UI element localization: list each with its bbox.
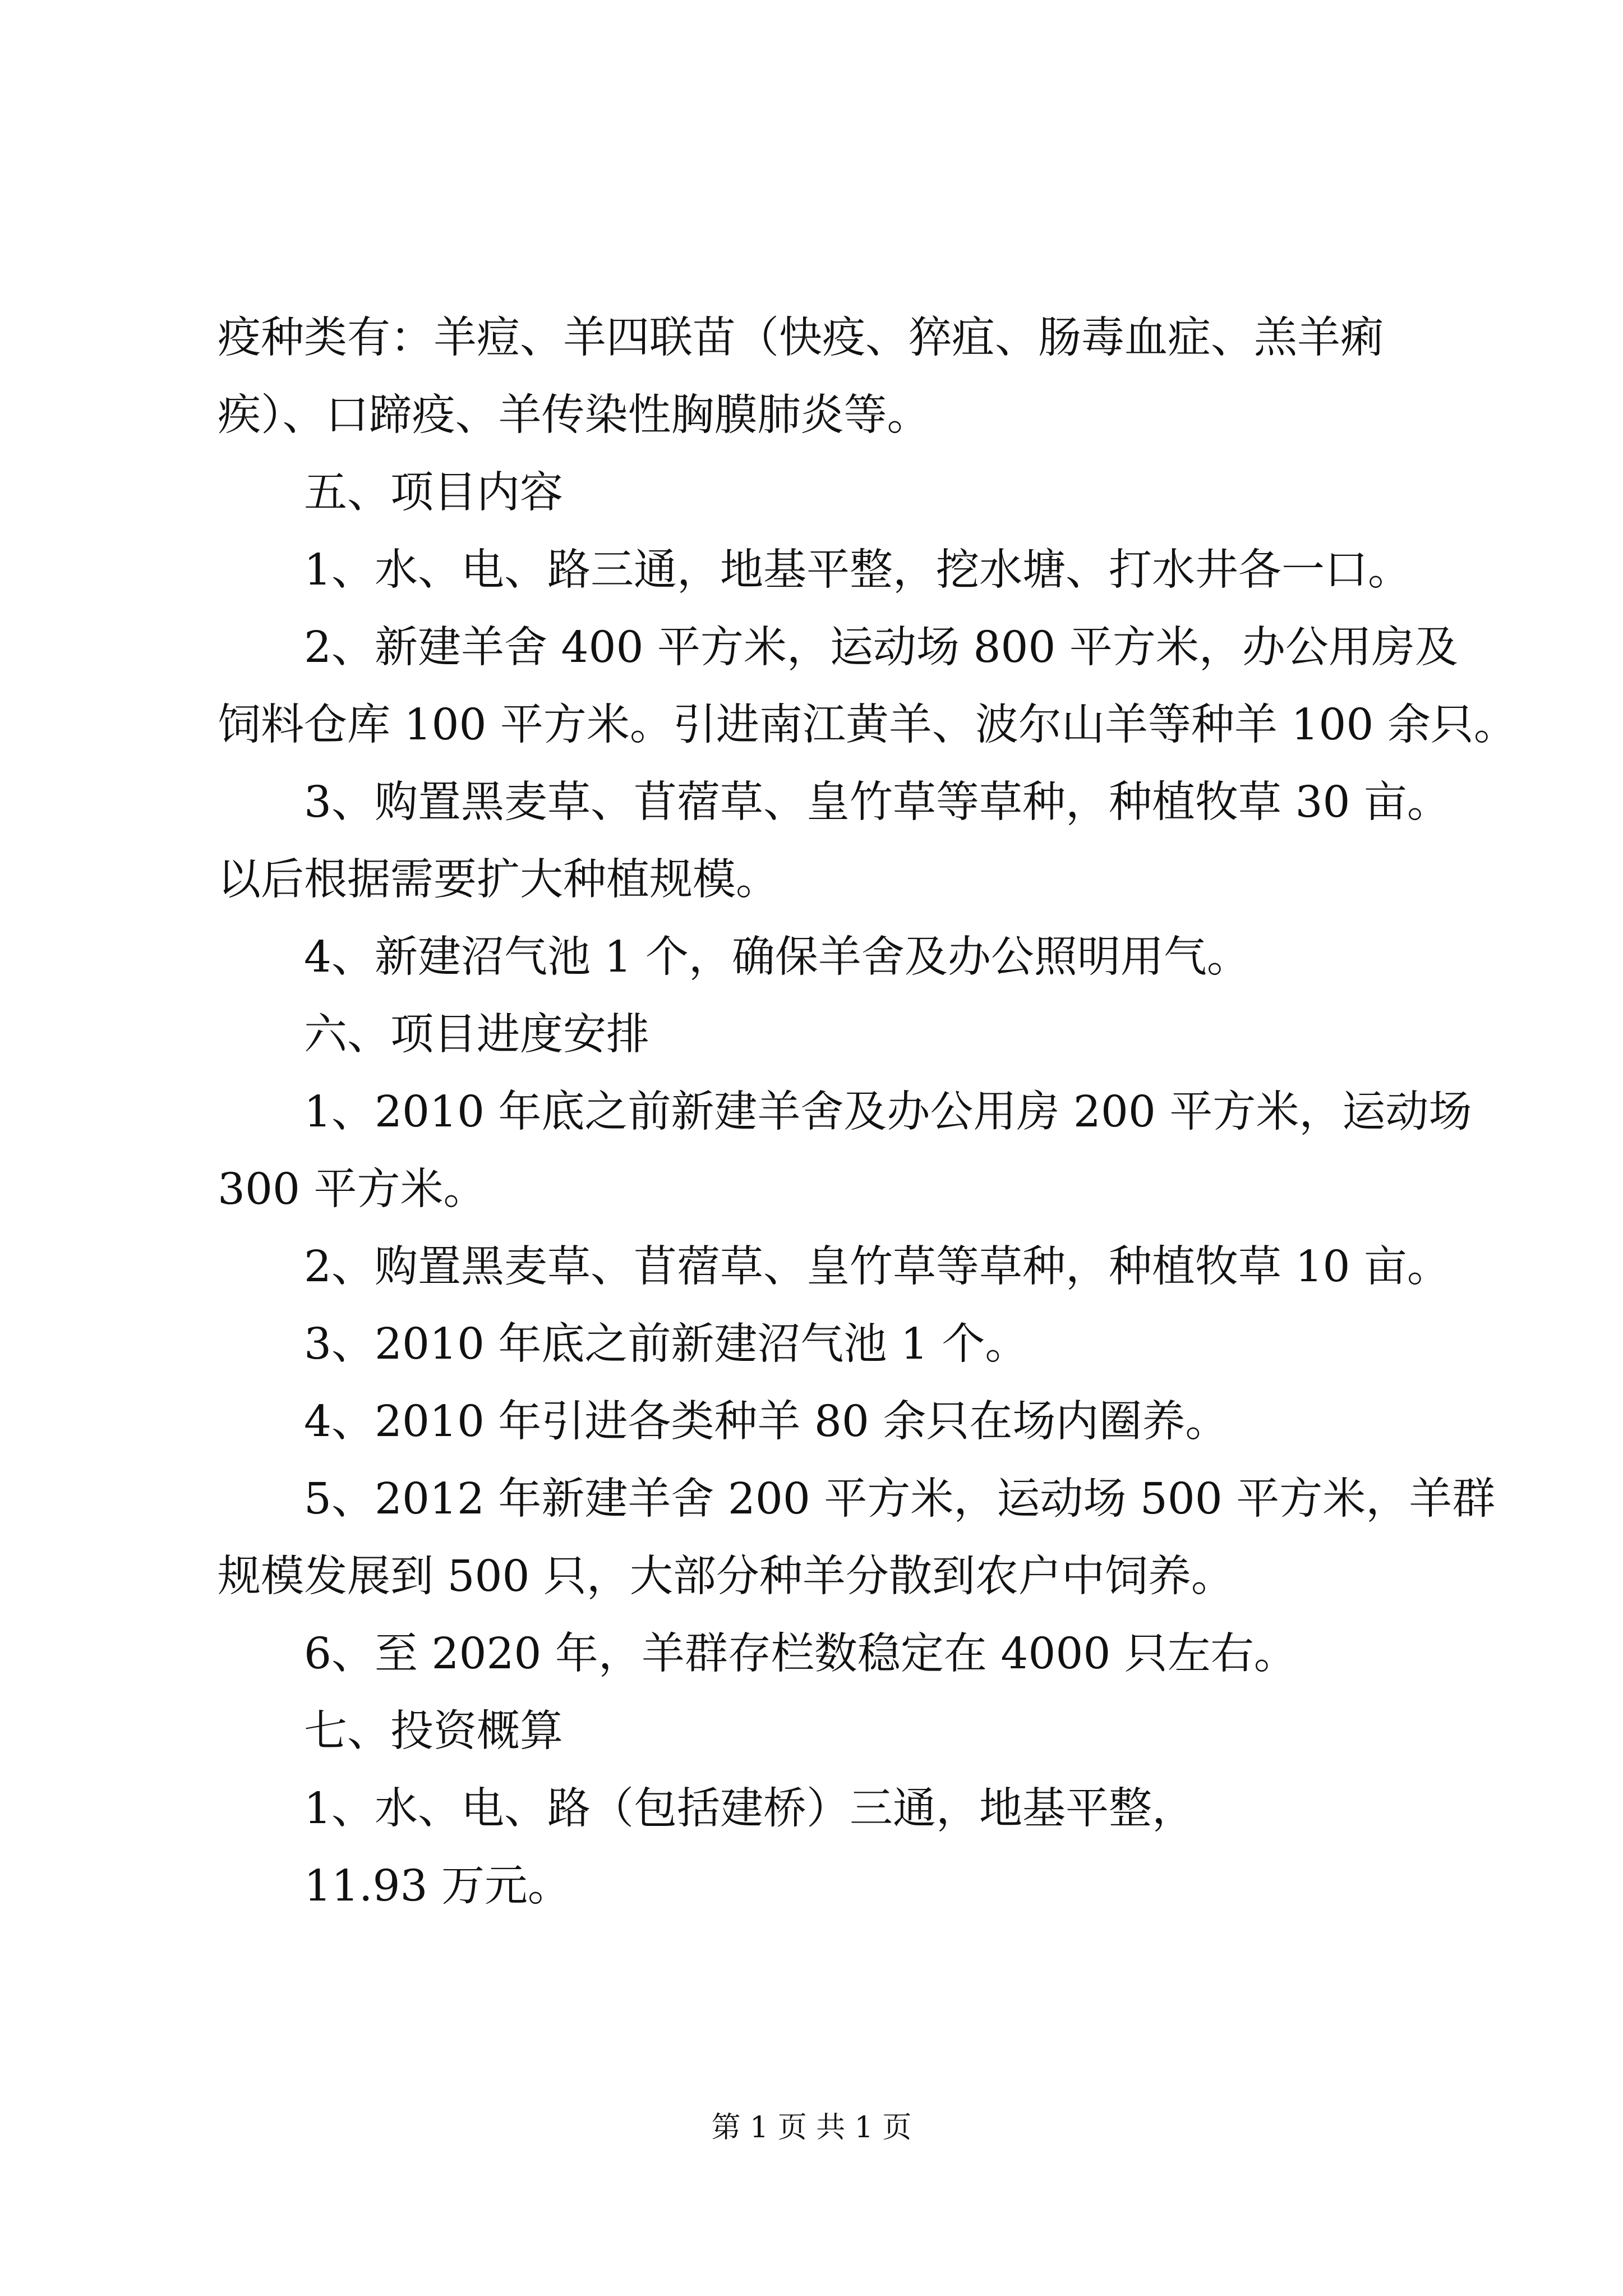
text-line: 4、新建沼气池 1 个，确保羊舍及办公照明用气。 bbox=[304, 932, 1250, 982]
text-line: 饲料仓库 100 平方米。引进南江黄羊、波尔山羊等种羊 100 余只。 bbox=[218, 700, 1517, 750]
section-heading: 五、项目内容 bbox=[304, 468, 563, 518]
text-line: 以后根据需要扩大种植规模。 bbox=[218, 855, 779, 905]
text-line: 疾）、口蹄疫、羊传染性胸膜肺炎等。 bbox=[218, 390, 930, 440]
text-line: 5、2012 年新建羊舍 200 平方米，运动场 500 平方米，羊群 bbox=[304, 1474, 1496, 1524]
text-line: 6、至 2020 年，羊群存栏数稳定在 4000 只左右。 bbox=[304, 1629, 1297, 1679]
text-line: 2、购置黑麦草、苜蓿草、皇竹草等草种，种植牧草 10 亩。 bbox=[304, 1242, 1450, 1292]
text-line: 3、2010 年底之前新建沼气池 1 个。 bbox=[304, 1319, 1029, 1369]
text-line: 4、2010 年引进各类种羊 80 余只在场内圈养。 bbox=[304, 1397, 1229, 1447]
text-line: 2、新建羊舍 400 平方米，运动场 800 平方米，办公用房及 bbox=[304, 623, 1458, 673]
text-line: 1、2010 年底之前新建羊舍及办公用房 200 平方米，运动场 bbox=[304, 1087, 1472, 1137]
document-body bbox=[218, 300, 1517, 1925]
text-line: 300 平方米。 bbox=[218, 1165, 487, 1214]
page-footer: 第 1 页 共 1 页 bbox=[711, 2111, 912, 2145]
text-line: 1、水、电、路（包括建桥）三通，地基平整， bbox=[304, 1784, 1195, 1834]
text-line: 规模发展到 500 只，大部分种羊分散到农户中饲养。 bbox=[218, 1552, 1234, 1602]
text-line: 3、购置黑麦草、苜蓿草、皇竹草等草种，种植牧草 30 亩。 bbox=[304, 777, 1450, 827]
text-line: 11.93 万元。 bbox=[304, 1861, 571, 1911]
section-heading: 七、投资概算 bbox=[304, 1706, 563, 1756]
section-heading: 六、项目进度安排 bbox=[304, 1010, 649, 1060]
text-line: 疫种类有：羊痘、羊四联苗（快疫、猝疽、肠毒血症、羔羊痢 bbox=[218, 313, 1384, 363]
text-line: 1、水、电、路三通，地基平整，挖水塘、打水井各一口。 bbox=[304, 545, 1411, 595]
